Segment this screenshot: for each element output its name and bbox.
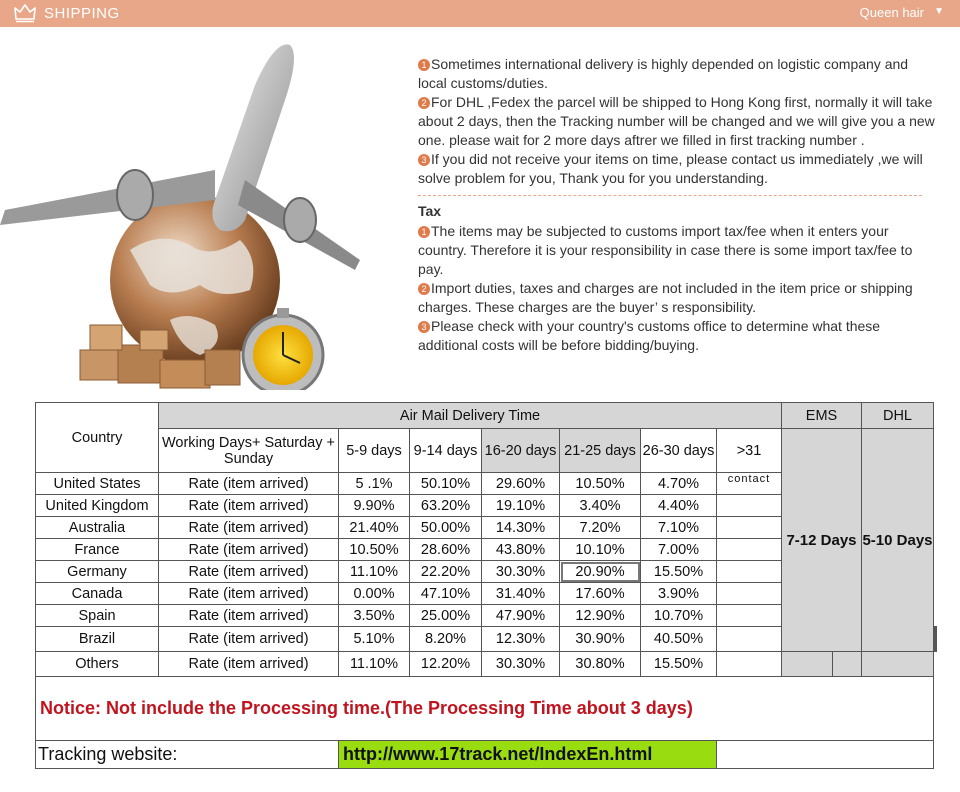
rate-value: 12.90%: [560, 605, 641, 627]
rate-value: 3.90%: [641, 583, 717, 605]
tax-item-3: 3 Please check with your country's customs office to determine what these additional costs will be before bidding/buying.: [418, 318, 881, 353]
rate-value: 10.10%: [560, 539, 641, 561]
airplane-globe-illustration: [0, 30, 400, 390]
country-name: Spain: [36, 605, 159, 627]
subheader-31-plus: >31: [717, 429, 782, 473]
rate-value: 4.70%: [641, 473, 717, 495]
country-name: United Kingdom: [36, 495, 159, 517]
tax-item-1: 1 The items may be subjected to customs import tax/fee when it enters your country. Therefore it is your responsibility in case there is some import tax/fee to pay.: [418, 223, 913, 277]
rate-label: Rate (item arrived): [159, 627, 339, 652]
subheader-16-20: 16-20 days: [482, 429, 560, 473]
empty-cell: [833, 652, 862, 677]
rate-value: 7.00%: [641, 539, 717, 561]
country-name: Australia: [36, 517, 159, 539]
number-badge-icon: 1: [418, 226, 430, 238]
rate-value: 30.90%: [560, 627, 641, 652]
rate-value: 63.20%: [410, 495, 482, 517]
tax-heading: Tax: [418, 203, 442, 219]
number-badge-icon: 2: [418, 283, 430, 295]
table-row: [36, 652, 937, 677]
contact-link[interactable]: contact: [717, 473, 782, 495]
rate-label: Rate (item arrived): [159, 652, 339, 677]
country-name: Canada: [36, 583, 159, 605]
rate-value: 21.40%: [339, 517, 410, 539]
rate-value: 8.20%: [410, 627, 482, 652]
rate-value: 12.20%: [410, 652, 482, 677]
rate-value: 4.40%: [641, 495, 717, 517]
rate-value: 14.30%: [482, 517, 560, 539]
subheader-working-days: Working Days+ Saturday + Sunday: [159, 429, 339, 473]
country-name: Brazil: [36, 627, 159, 652]
rate-value: 30.80%: [560, 652, 641, 677]
shipping-info: [418, 55, 938, 355]
rate-value: 0.00%: [339, 583, 410, 605]
delivery-rate-table: [35, 402, 937, 769]
rate-label: Rate (item arrived): [159, 539, 339, 561]
rate-value: 47.90%: [482, 605, 560, 627]
rate-value: 9.90%: [339, 495, 410, 517]
rate-label: Rate (item arrived): [159, 605, 339, 627]
airmail-header: Air Mail Delivery Time: [159, 403, 782, 429]
rate-value: 3.40%: [560, 495, 641, 517]
rate-value: 50.00%: [410, 517, 482, 539]
info-item-1: 1 Sometimes international delivery is highly depended on logistic company and local customs/duties.: [418, 56, 909, 91]
dhl-value: 5-10 Days: [862, 429, 934, 652]
rate-value: 10.50%: [339, 539, 410, 561]
dhl-header: DHL: [862, 403, 934, 429]
empty-cell: [936, 627, 937, 652]
header-title-wrap: [14, 3, 120, 23]
number-badge-icon: 3: [418, 321, 430, 333]
rate-value: 17.60%: [560, 583, 641, 605]
section-divider: [418, 195, 922, 196]
ems-value: 7-12 Days: [782, 429, 862, 652]
rate-value: 50.10%: [410, 473, 482, 495]
rate-value: 11.10%: [339, 652, 410, 677]
rate-label: Rate (item arrived): [159, 583, 339, 605]
empty-cell: [717, 605, 782, 627]
rate-value: 30.30%: [482, 561, 560, 583]
number-badge-icon: 2: [418, 97, 430, 109]
empty-cell: [717, 627, 782, 652]
empty-cell: [717, 741, 934, 769]
rate-label: Rate (item arrived): [159, 495, 339, 517]
rate-value: 12.30%: [482, 627, 560, 652]
header-bar: [0, 0, 960, 27]
number-badge-icon: 3: [418, 154, 430, 166]
rate-value: 30.30%: [482, 652, 560, 677]
empty-cell: [782, 652, 833, 677]
rate-value: 10.70%: [641, 605, 717, 627]
rate-value: 15.50%: [641, 561, 717, 583]
empty-cell: [862, 652, 934, 677]
rate-value: 5.10%: [339, 627, 410, 652]
empty-cell: [717, 539, 782, 561]
rate-value: 22.20%: [410, 561, 482, 583]
info-item-3: 3 If you did not receive your items on time, please contact us immediately ,we will solve problem for you, Thank you for you understanding.: [418, 151, 923, 186]
rate-value: 11.10%: [339, 561, 410, 583]
rate-label: Rate (item arrived): [159, 517, 339, 539]
empty-cell: [717, 583, 782, 605]
dropdown-caret-icon[interactable]: ▼: [934, 6, 944, 17]
rate-value: 28.60%: [410, 539, 482, 561]
subheader-5-9: 5-9 days: [339, 429, 410, 473]
info-item-2: 2 For DHL ,Fedex the parcel will be shipped to Hong Kong first, normally it will take about 2 days, then the Tracking number will be changed and we will give you a new one. please wait for 2 more days aftrer we filled in first tracking number .: [418, 94, 935, 148]
country-name: France: [36, 539, 159, 561]
rate-value: 15.50%: [641, 652, 717, 677]
empty-cell: [717, 561, 782, 583]
tax-item-2: 2 Import duties, taxes and charges are not included in the item price or shipping charges. These charges are the buyer’ s responsibility.: [418, 280, 913, 315]
tracking-label: Tracking website:: [36, 741, 339, 769]
country-name: Others: [36, 652, 159, 677]
empty-cell: [717, 517, 782, 539]
rate-value: 25.00%: [410, 605, 482, 627]
rate-value: 5 .1%: [339, 473, 410, 495]
subheader-9-14: 9-14 days: [410, 429, 482, 473]
country-name: United States: [36, 473, 159, 495]
rate-value: 3.50%: [339, 605, 410, 627]
rate-value: 29.60%: [482, 473, 560, 495]
rate-value: 10.50%: [560, 473, 641, 495]
number-badge-icon: 1: [418, 59, 430, 71]
rate-value: 40.50%: [641, 627, 717, 652]
rate-value: 7.20%: [560, 517, 641, 539]
country-name: Germany: [36, 561, 159, 583]
subheader-21-25: 21-25 days: [560, 429, 641, 473]
processing-time-notice: Notice: Not include the Processing time.(The Processing Time about 3 days): [36, 677, 934, 741]
rate-label: Rate (item arrived): [159, 561, 339, 583]
ems-header: EMS: [782, 403, 862, 429]
rate-value: 19.10%: [482, 495, 560, 517]
empty-cell: [717, 495, 782, 517]
rate-value: 31.40%: [482, 583, 560, 605]
subheader-26-30: 26-30 days: [641, 429, 717, 473]
rate-value: 7.10%: [641, 517, 717, 539]
tracking-url-link[interactable]: http://www.17track.net/IndexEn.html: [339, 741, 717, 769]
rate-value: 43.80%: [482, 539, 560, 561]
empty-cell: [717, 652, 782, 677]
rate-value: 47.10%: [410, 583, 482, 605]
country-header: Country: [36, 403, 159, 473]
selected-cell[interactable]: 20.90%: [560, 561, 641, 583]
header-title: SHIPPING: [44, 4, 120, 22]
rate-label: Rate (item arrived): [159, 473, 339, 495]
crown-icon: [14, 3, 36, 23]
brand-link[interactable]: Queen hair: [859, 5, 924, 20]
